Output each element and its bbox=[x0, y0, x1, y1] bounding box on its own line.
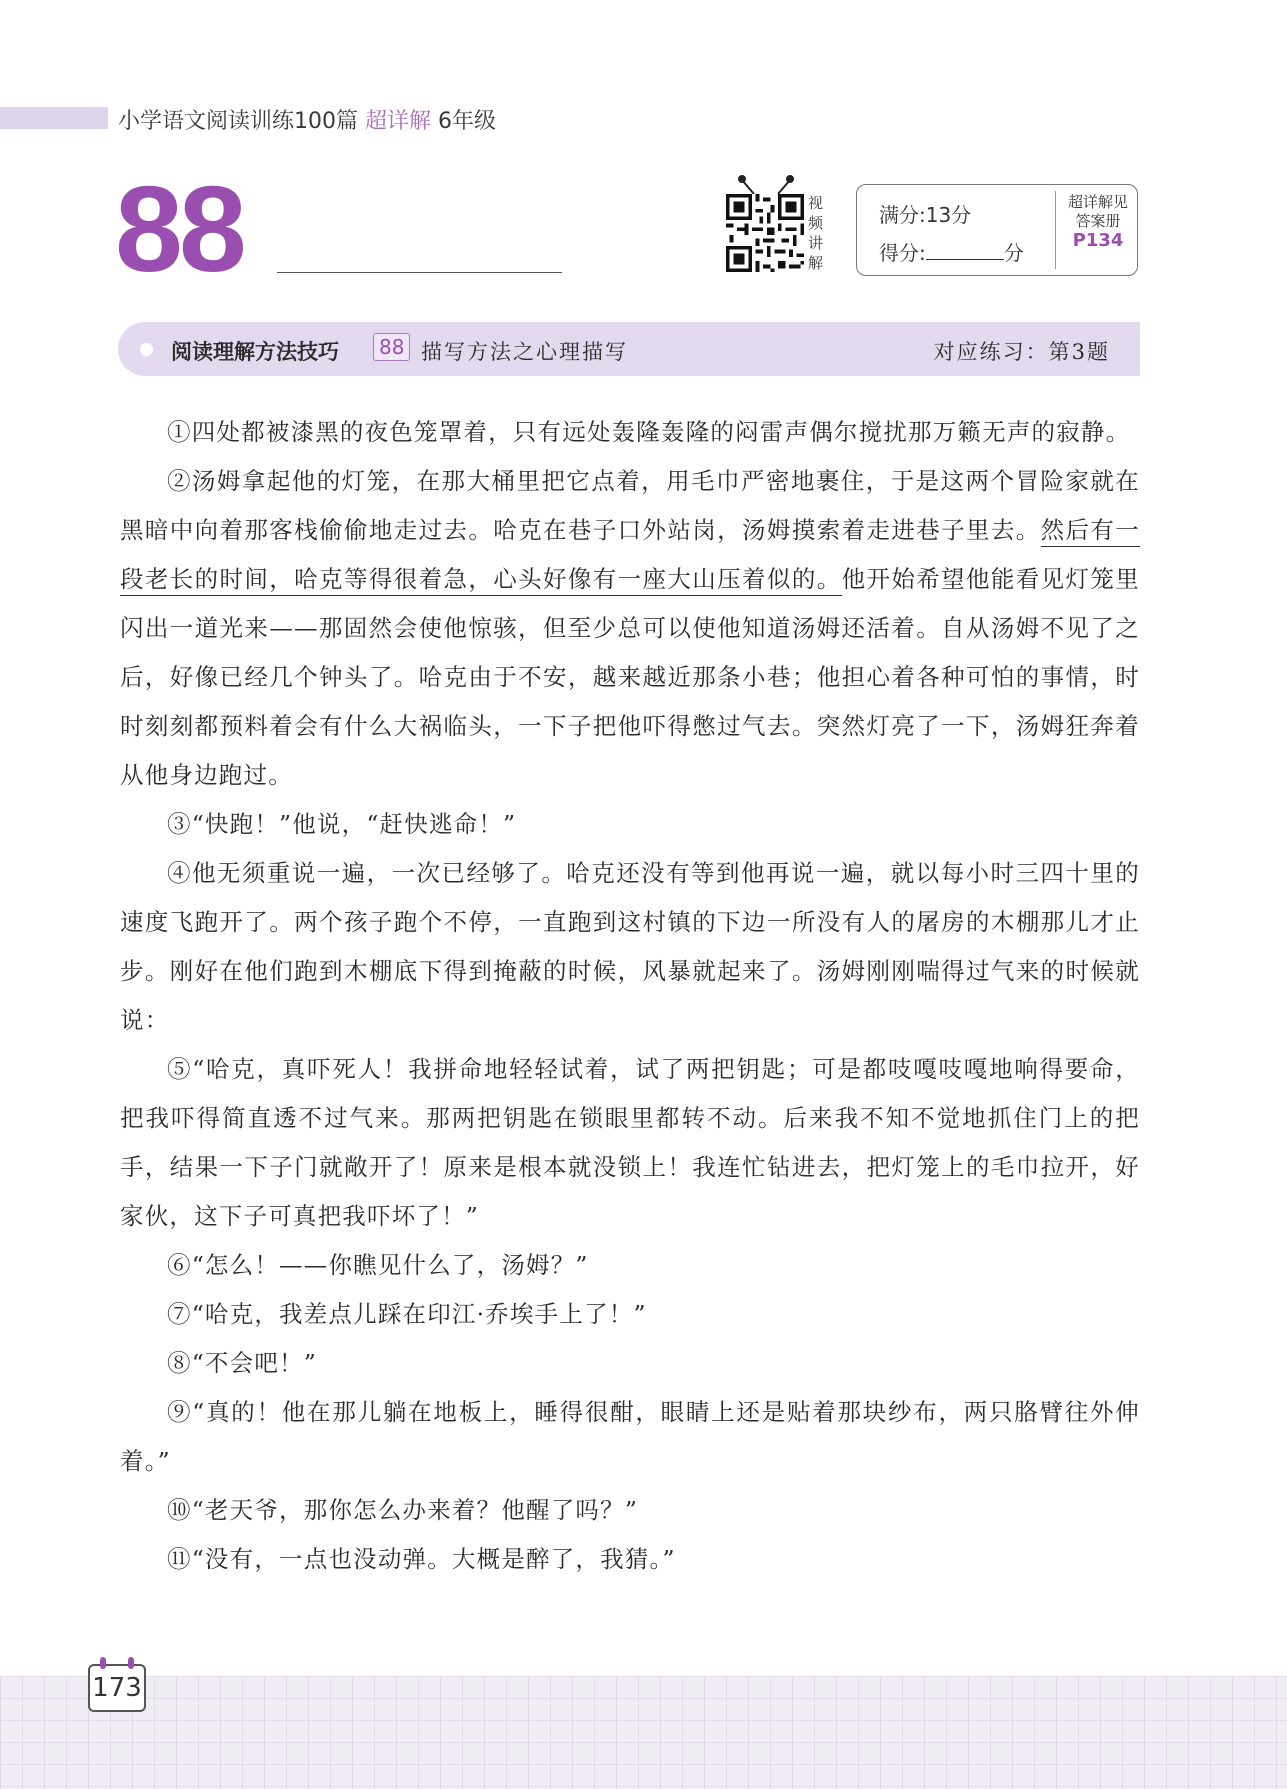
paragraph-7: ⑦“哈克，我差点儿踩在印江·乔埃手上了！” bbox=[167, 1300, 647, 1328]
got-score-unit: 分 bbox=[1003, 241, 1024, 265]
answer-ref-line2: 答案册 bbox=[1075, 212, 1121, 230]
banner-practice-ref: 对应练习：第3题 bbox=[933, 340, 1110, 364]
got-score-row bbox=[879, 237, 1024, 266]
paragraph-2 bbox=[120, 457, 1140, 800]
page-number bbox=[88, 1664, 146, 1712]
answer-reference bbox=[1061, 193, 1135, 250]
score-box bbox=[856, 184, 1138, 276]
paragraph-2-start: ②汤姆拿起他的灯笼，在那大桶里把它点着，用毛巾严密地裹住，于是这两个冒险家就在黑暗中向着那客栈偷偷地走过去。哈克在巷子口外站岗，汤姆摸索着走进巷子里去。 bbox=[120, 467, 1140, 544]
reading-passage bbox=[120, 408, 1140, 1584]
paragraph-6: ⑥“怎么！——你瞧见什么了，汤姆？” bbox=[167, 1251, 589, 1279]
lesson-title-blank-line bbox=[277, 272, 562, 273]
book-title-accent: 超详解 bbox=[365, 109, 432, 134]
qr-code-icon[interactable] bbox=[726, 194, 804, 272]
answer-ref-line1: 超详解见 bbox=[1067, 193, 1128, 211]
banner-number-badge: 88 bbox=[373, 333, 410, 361]
paragraph-8: ⑧“不会吧！” bbox=[167, 1349, 317, 1377]
book-title-main: 小学语文阅读训练100篇 bbox=[118, 109, 358, 134]
answer-ref-page: P134 bbox=[1072, 230, 1124, 251]
banner-topic: 描写方法之心理描写 bbox=[421, 340, 628, 364]
banner-title: 阅读理解方法技巧 bbox=[171, 340, 339, 364]
header-decor-strip bbox=[0, 107, 108, 129]
bullet-dot-icon bbox=[140, 343, 153, 356]
paragraph-10: ⑩“老天爷，那你怎么办来着？他醒了吗？” bbox=[167, 1496, 639, 1524]
paragraph-4: ④他无须重说一遍，一次已经够了。哈克还没有等到他再说一遍，就以每小时三四十里的速度飞跑开了。两个孩子跑个不停，一直跑到这村镇的下边一所没有人的屠房的木棚那儿才止步。刚好在他们跑到木棚底下得到掩蔽的时候，风暴就起来了。汤姆刚刚喘得过气来的时候就说： bbox=[120, 859, 1140, 1034]
got-score-blank[interactable] bbox=[926, 259, 1004, 260]
qr-label: 视频讲解 bbox=[808, 194, 824, 272]
got-score-label: 得分: bbox=[879, 241, 926, 265]
paragraph-3: ③“快跑！”他说，“赶快逃命！” bbox=[167, 810, 517, 838]
calendar-ring-icon bbox=[128, 1657, 134, 1669]
paragraph-1: ①四处都被漆黑的夜色笼罩着，只有远处轰隆轰隆的闷雷声偶尔搅扰那万籁无声的寂静。 bbox=[167, 418, 1131, 446]
page-number-text: 173 bbox=[92, 1673, 142, 1703]
lesson-number: 88 bbox=[115, 161, 243, 297]
book-title-grade: 6年级 bbox=[438, 109, 497, 134]
footer-grid-decor bbox=[0, 1676, 1287, 1789]
paragraph-2-end: 他开始希望他能看见灯笼里闪出一道光来——那固然会使他惊骇，但至少总可以使他知道汤姆还活着。自从汤姆不见了之后，好像已经几个钟头了。哈克由于不安，越来越近那条小巷；他担心着各种可怕的事情，时时刻刻都预料着会有什么大祸临头，一下子把他吓得憋过气去。突然灯亮了一下，汤姆狂奔着从他身边跑过。 bbox=[120, 565, 1140, 789]
score-divider bbox=[1055, 191, 1056, 269]
paragraph-9: ⑨“真的！他在那儿躺在地板上，睡得很酣，眼睛上还是贴着那块纱布，两只胳臂往外伸着。” bbox=[120, 1398, 1140, 1475]
paragraph-11: ⑪“没有，一点也没动弹。大概是醉了，我猜。” bbox=[167, 1545, 676, 1573]
calendar-ring-icon bbox=[100, 1657, 106, 1669]
full-score-label: 满分:13分 bbox=[879, 203, 972, 227]
underlined-sentence: 然后有一段老长的时间，哈克等得很着急，心头好像有一座大山压着似的。 bbox=[120, 516, 1140, 596]
book-title bbox=[118, 104, 496, 135]
method-banner bbox=[118, 322, 1140, 376]
paragraph-5: ⑤“哈克，真吓死人！我拼命地轻轻试着，试了两把钥匙；可是都吱嘎吱嘎地响得要命，把我吓得简直透不过气来。那两把钥匙在锁眼里都转不动。后来我不知不觉地抓住门上的把手，结果一下子门就敞开了！原来是根本就没锁上！我连忙钻进去，把灯笼上的毛巾拉开，好家伙，这下子可真把我吓坏了！” bbox=[120, 1055, 1140, 1230]
